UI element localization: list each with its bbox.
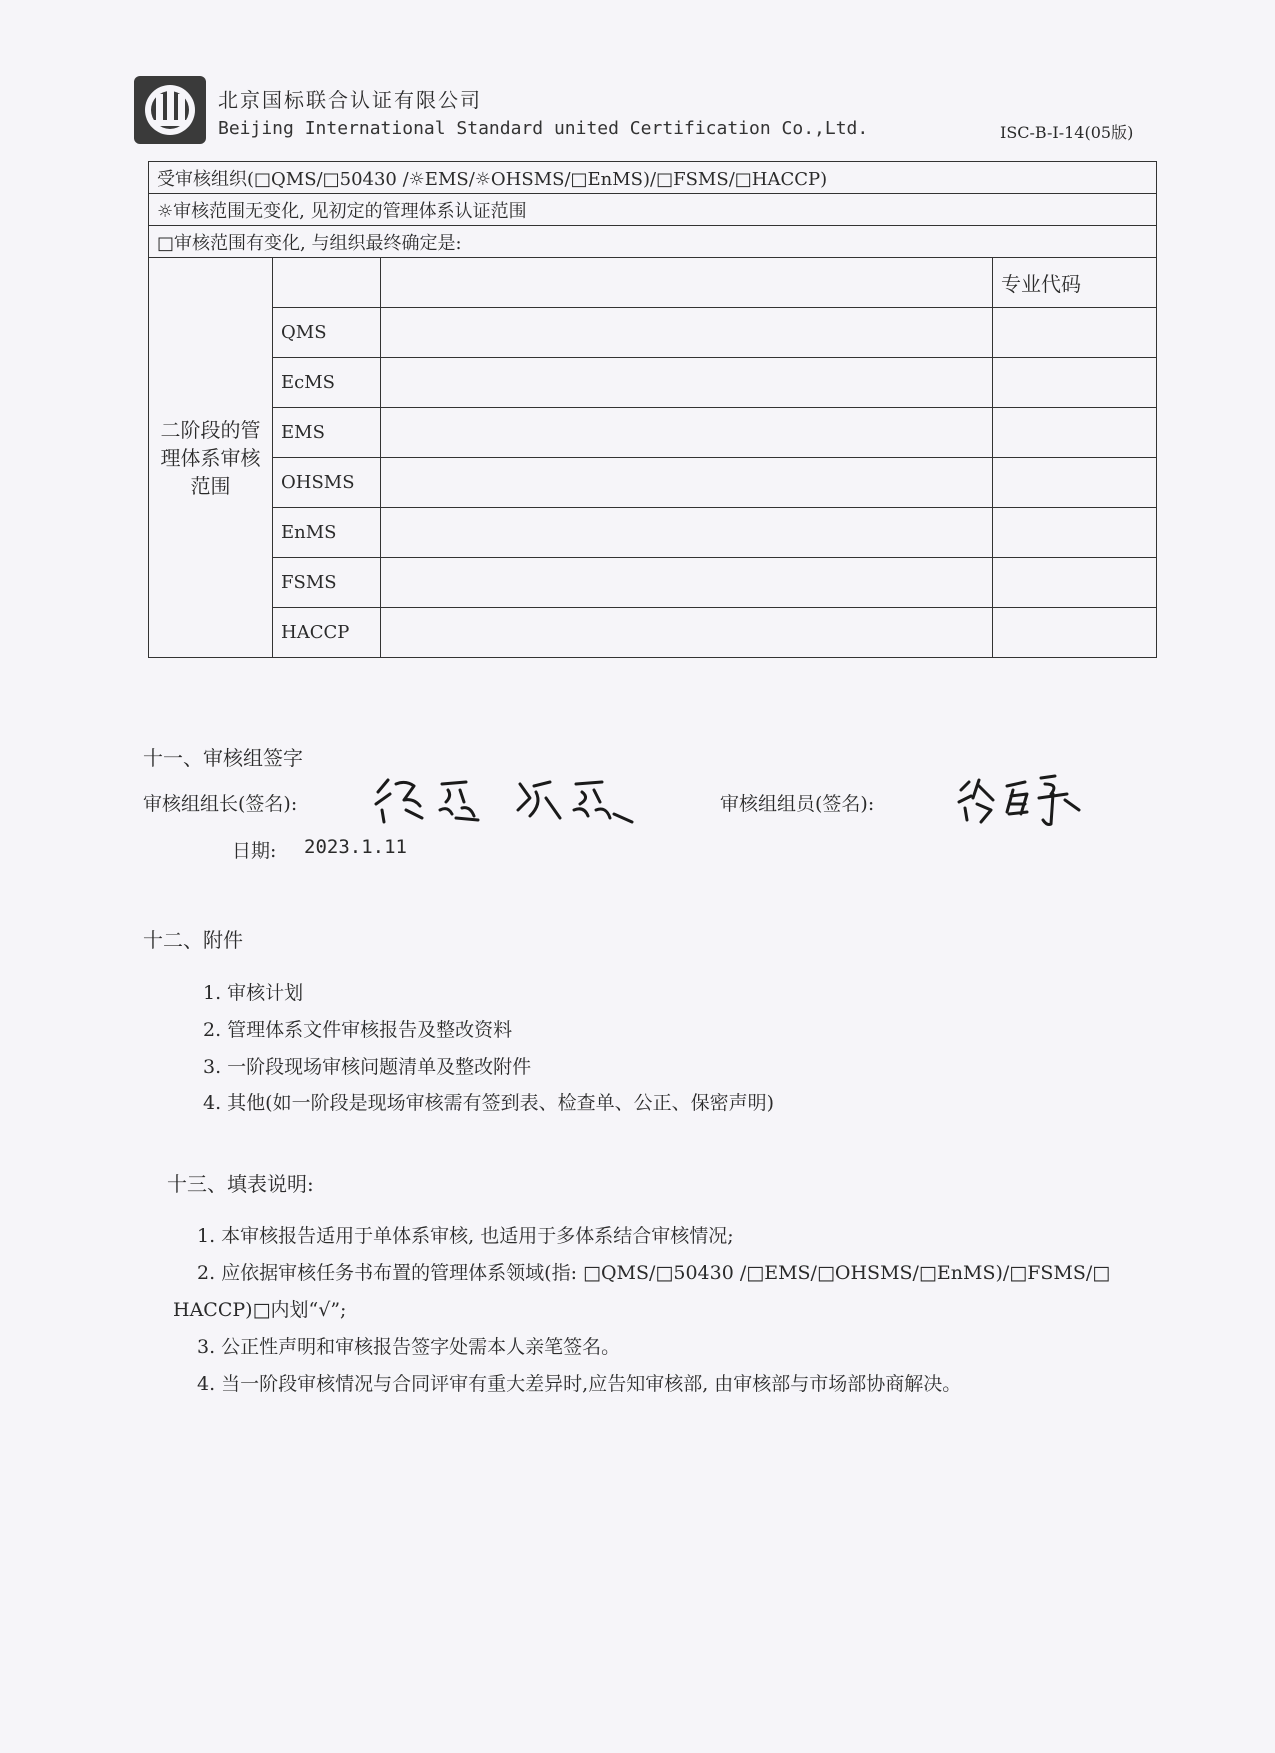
stage2-scope-label: 二阶段的管理体系审核范围 [149,258,273,658]
code-cell-haccp [993,608,1157,658]
system-label-ems: EMS [273,408,381,458]
code-cell-ohsms [993,458,1157,508]
code-cell-qms [993,308,1157,358]
attachment-item: 3. 一阶段现场审核问题清单及整改附件 [203,1056,532,1078]
instruction-item-continued: HACCP)□内划“√”; [173,1299,347,1321]
system-label-fsms: FSMS [273,558,381,608]
header-scope-cell [381,258,993,308]
system-label-enms: EnMS [273,508,381,558]
instruction-item: 4. 当一阶段审核情况与合同评审有重大差异时,应告知审核部, 由审核部与市场部协商解决。 [197,1373,962,1395]
code-cell-enms [993,508,1157,558]
system-label-qms: QMS [273,308,381,358]
member-signature-label: 审核组组员(签名): [720,793,875,815]
scope-cell-enms [381,508,993,558]
system-label-haccp: HACCP [273,608,381,658]
code-cell-ecms [993,358,1157,408]
scope-cell-ems [381,408,993,458]
document-code: ISC-B-I-14(05版) [1000,123,1134,142]
audited-organization-row: 受审核组织(□QMS/□50430 /☼EMS/☼OHSMS/□EnMS)/□FSMS/□HACCP) [149,162,1157,194]
code-cell-fsms [993,558,1157,608]
attachment-item: 1. 审核计划 [203,982,304,1004]
scope-cell-ohsms [381,458,993,508]
section-13-title: 十三、填表说明: [167,1172,314,1196]
scope-cell-fsms [381,558,993,608]
instruction-item: 1. 本审核报告适用于单体系审核, 也适用于多体系结合审核情况; [197,1225,734,1247]
code-cell-ems [993,408,1157,458]
scope-cell-qms [381,308,993,358]
date-value: 2023.1.11 [304,836,407,858]
leader-signature [370,770,640,830]
company-logo [132,74,208,146]
instruction-item: 3. 公正性声明和审核报告签字处需本人亲笔签名。 [197,1336,621,1358]
section-12-title: 十二、附件 [143,928,243,952]
instruction-item: 2. 应依据审核任务书布置的管理体系领域(指: □QMS/□50430 /□EMS/□OHSMS/□EnMS)/□FSMS/□ [197,1262,1111,1284]
date-label: 日期: [232,840,277,862]
scope-cell-ecms [381,358,993,408]
audit-scope-table [148,161,1157,658]
scope-changed-row: □审核范围有变化, 与组织最终确定是: [149,226,1157,258]
company-name-cn: 北京国标联合认证有限公司 [218,88,482,112]
system-label-ecms: EcMS [273,358,381,408]
attachment-item: 4. 其他(如一阶段是现场审核需有签到表、检查单、公正、保密声明) [203,1092,774,1114]
attachment-item: 2. 管理体系文件审核报告及整改资料 [203,1019,513,1041]
scope-cell-haccp [381,608,993,658]
member-signature [955,770,1085,830]
section-11-title: 十一、审核组签字 [143,746,303,770]
system-label-ohsms: OHSMS [273,458,381,508]
leader-signature-label: 审核组组长(签名): [143,793,298,815]
header-empty-cell [273,258,381,308]
company-name-en: Beijing International Standard united Certification Co.,Ltd. [218,118,869,139]
scope-unchanged-row: ☼审核范围无变化, 见初定的管理体系认证范围 [149,194,1157,226]
specialty-code-header: 专业代码 [993,258,1157,308]
